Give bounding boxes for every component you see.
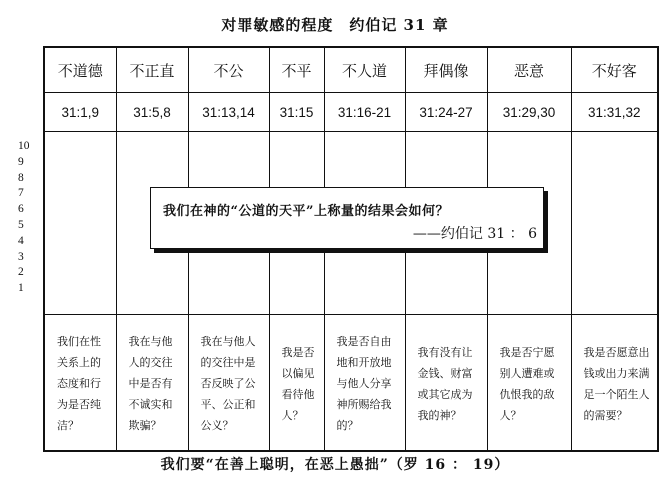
callout-question: 我们在神的“公道的天平”上称量的结果会如何？ — [163, 204, 449, 219]
rating-scale — [18, 139, 32, 297]
scale-value: 4 — [18, 234, 24, 247]
scale-value: 6 — [18, 203, 24, 216]
scale-value: 3 — [18, 250, 24, 263]
scale-value: 2 — [18, 266, 24, 279]
column-header: 不正直 — [116, 47, 188, 93]
page-title: 对罪敏感的程度 约伯记 31 章 — [221, 16, 449, 34]
header-row — [44, 47, 658, 93]
column-header: 不公 — [188, 47, 269, 93]
column-header: 拜偶像 — [405, 47, 487, 93]
verse-reference: 31:1,9 — [44, 93, 116, 132]
reference-row — [44, 93, 658, 132]
column-header: 不道德 — [44, 47, 116, 93]
scale-value: 5 — [18, 218, 24, 231]
scale-value: 8 — [18, 171, 24, 184]
scale-value: 10 — [18, 140, 30, 152]
reflection-question: 我是否以偏见看待他人？ — [269, 315, 324, 452]
verse-reference: 31:13,14 — [188, 93, 269, 132]
verse-reference: 31:31,32 — [571, 93, 658, 132]
reflection-question: 我在与他人的交往中是否反映了公平、公正和公义？ — [188, 315, 269, 452]
scripture-callout — [150, 187, 544, 249]
rating-cell[interactable] — [571, 132, 658, 315]
question-row — [44, 315, 658, 452]
verse-reference: 31:15 — [269, 93, 324, 132]
column-header: 不好客 — [571, 47, 658, 93]
scale-value: 7 — [18, 187, 24, 200]
reflection-question: 我是否自由地和开放地与他人分享神所赐给我的？ — [324, 315, 405, 452]
reflection-question: 我有没有让金钱、财富或其它成为我的神？ — [405, 315, 487, 452]
reflection-question: 我在与他人的交往中是否有不诚实和欺骗？ — [116, 315, 188, 452]
footer-quote: 我们要“在善上聪明，在恶上愚拙”（罗 16 ： 19） — [160, 457, 510, 473]
verse-reference: 31:24-27 — [405, 93, 487, 132]
rating-cell[interactable] — [44, 132, 116, 315]
reflection-question: 我是否愿意出钱或出力来满足一个陌生人的需要？ — [571, 315, 658, 452]
verse-reference: 31:16-21 — [324, 93, 405, 132]
reflection-question: 我们在性关系上的态度和行为是否纯洁？ — [44, 315, 116, 452]
sin-sensitivity-table — [43, 46, 659, 452]
column-header: 不平 — [269, 47, 324, 93]
callout-citation: ——约伯记 31 ： 6 — [412, 226, 537, 242]
verse-reference: 31:5,8 — [116, 93, 188, 132]
reflection-question: 我是否宁愿别人遭难或仇恨我的敌人？ — [487, 315, 571, 452]
column-header: 不人道 — [324, 47, 405, 93]
verse-reference: 31:29,30 — [487, 93, 571, 132]
scale-value: 9 — [18, 155, 24, 168]
column-header: 恶意 — [487, 47, 571, 93]
scale-value: 1 — [18, 282, 24, 295]
